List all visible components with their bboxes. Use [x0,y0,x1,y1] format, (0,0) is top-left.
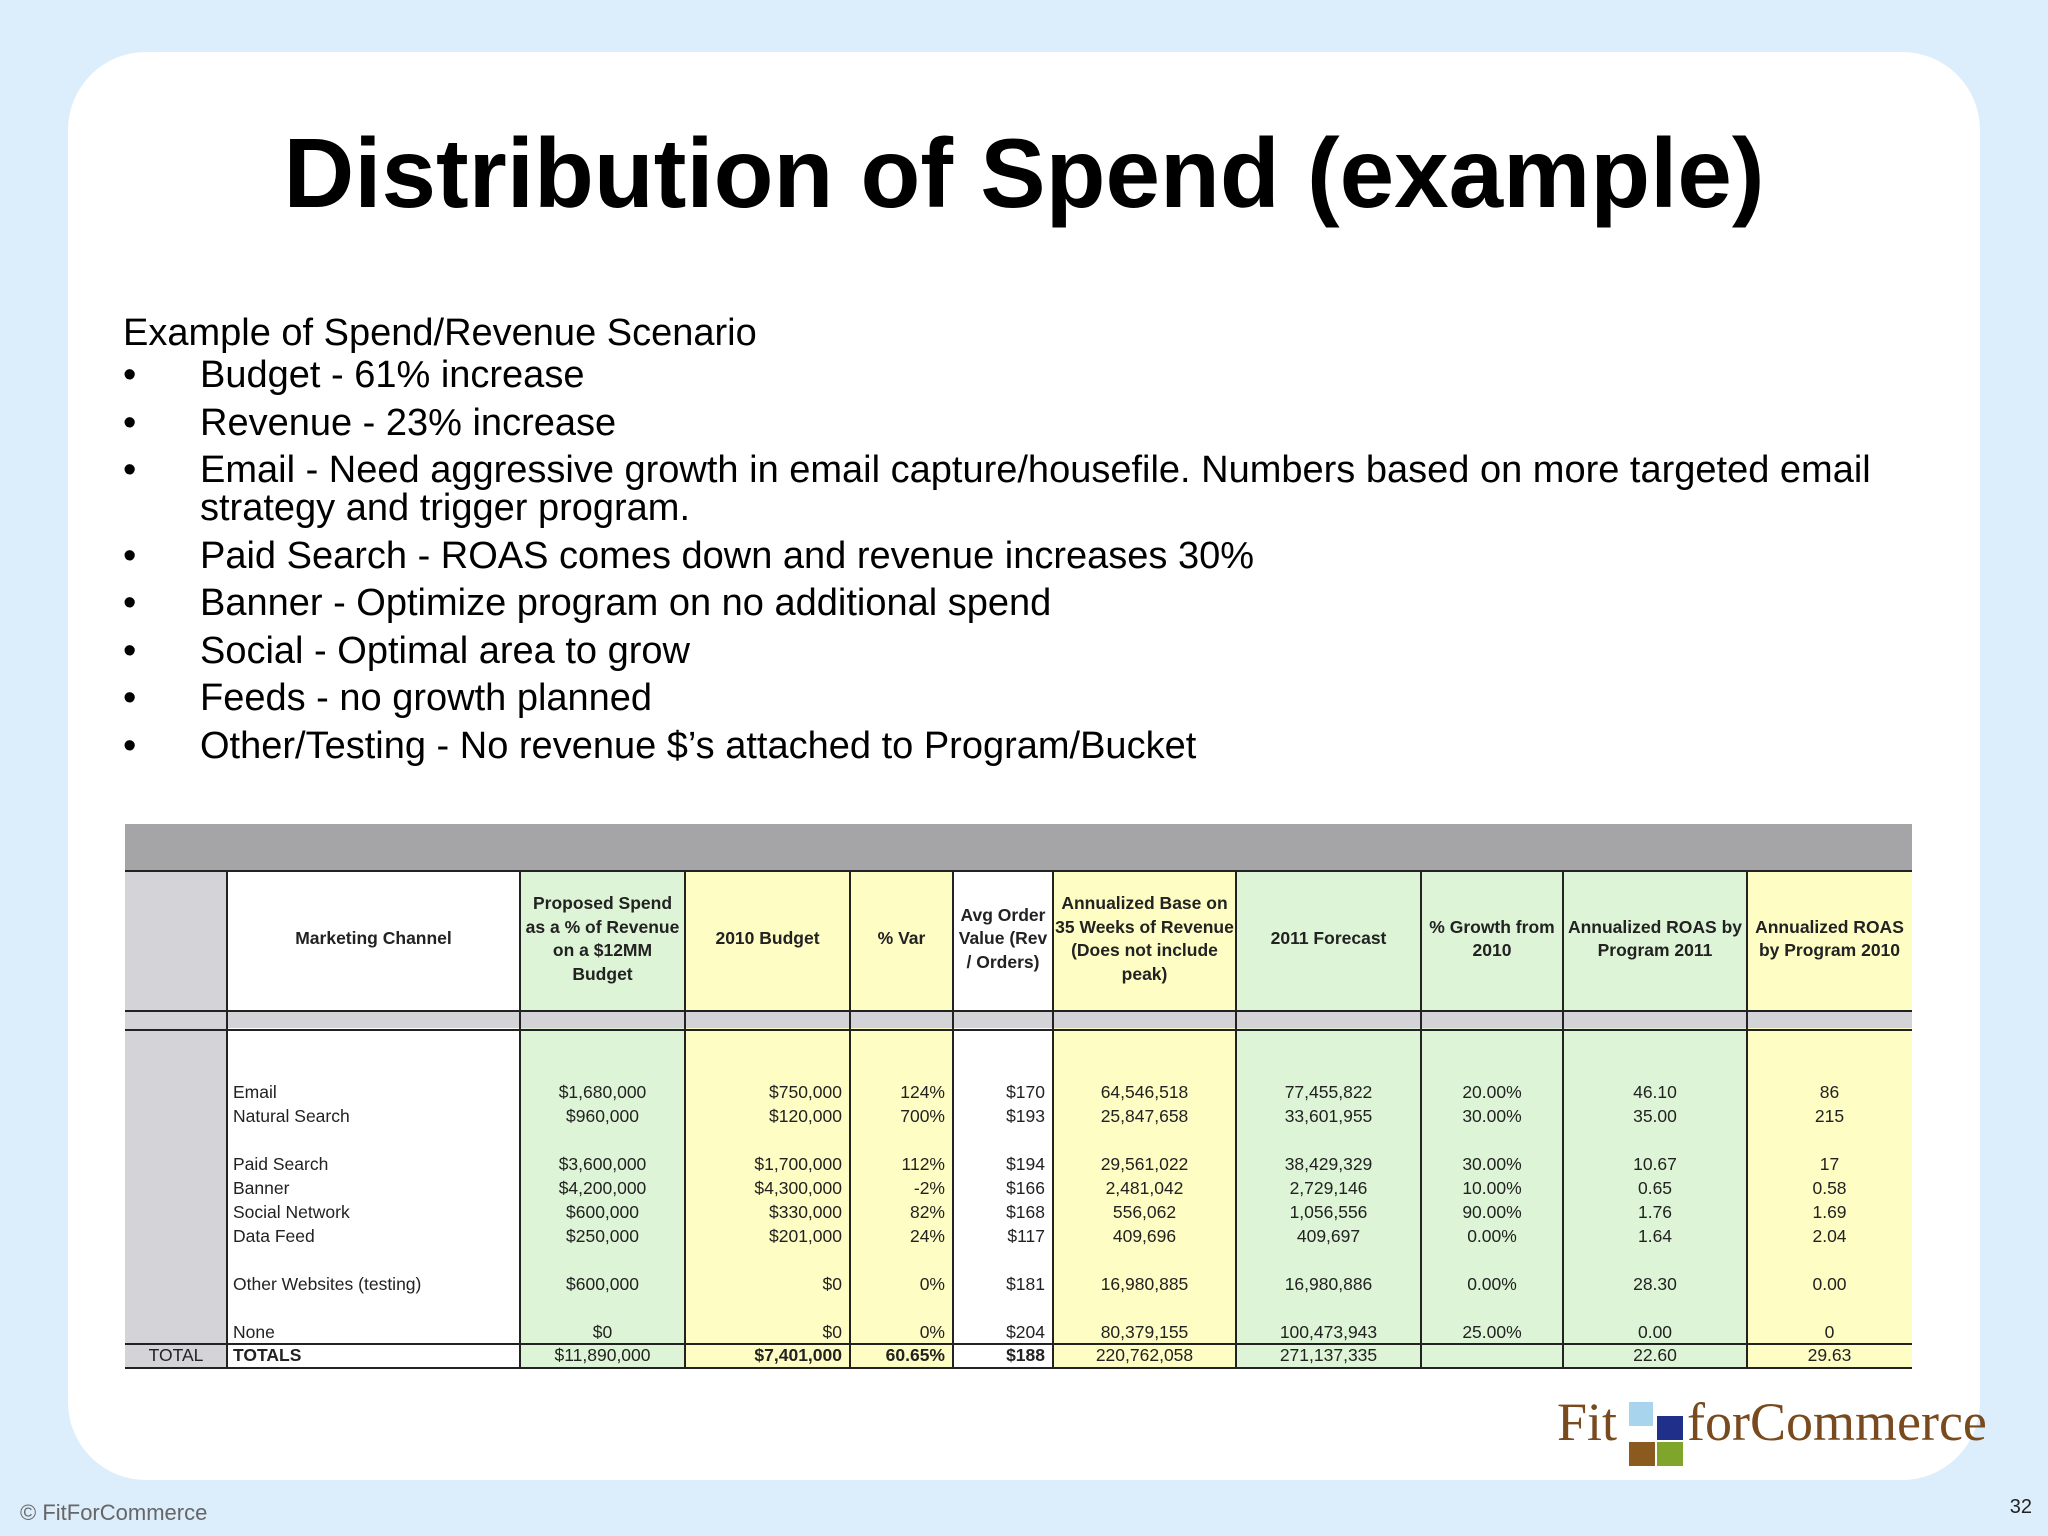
bullet-item [123,401,1883,444]
table-cell: $600,000 [566,1202,639,1222]
table-header-cell: % Var [877,928,926,949]
table-header-cell: Proposed Spend as a % of Revenue on a $12MM Budget [525,893,680,984]
table-cell: $1,700,000 [754,1154,842,1174]
table-cell: 25,847,658 [1100,1106,1189,1126]
table-cell: 1.69 [1812,1202,1847,1222]
table-cell: $4,300,000 [754,1178,842,1198]
table-cell: 112% [901,1154,945,1174]
totals-cell: 220,762,058 [1095,1345,1194,1365]
bullet-list [123,356,1883,774]
table-rule [125,1367,1912,1369]
bullet-marker: • [123,534,137,577]
table-cell: $0 [592,1322,613,1342]
table-col-rule [684,870,686,1367]
channel-name: Email [233,1082,277,1102]
total-label: TOTAL [148,1345,204,1365]
table-cell: $204 [1006,1322,1045,1342]
bullet-item [123,724,1883,767]
table-cell: $750,000 [769,1082,842,1102]
table-col-rule [1052,870,1054,1367]
slide-title: Distribution of Spend (example) [283,118,1765,228]
spend-table [125,824,1912,1369]
table-cell: $0 [822,1274,842,1294]
table-cell: $170 [1006,1082,1045,1102]
table-subheader-band [125,1010,1912,1028]
table-col-rule [952,870,954,1367]
bullet-marker: • [123,354,137,396]
table-label-col-bg [125,1031,227,1343]
table-cell: $120,000 [769,1106,842,1126]
bullet-item [123,679,1883,717]
totals-cell: TOTALS [233,1345,302,1365]
table-header-cell: Avg Order Value (Rev / Orders) [958,904,1048,972]
bullet-item [123,584,1883,622]
table-cell: 556,062 [1112,1202,1177,1222]
totals-cell: 271,137,335 [1279,1345,1378,1365]
table-cell: 25.00% [1462,1322,1522,1342]
bullet-item [123,356,1883,394]
table-cell: 2.04 [1812,1226,1847,1246]
table-cell: 1.76 [1637,1202,1673,1222]
table-header-cell: 2010 Budget [715,928,820,949]
bullet-text: Budget - 61% increase [200,354,585,396]
table-header-cell: Annualized Base on 35 Weeks of Revenue (Does not include peak) [1055,893,1234,984]
table-cell: 0.65 [1637,1178,1673,1198]
channel-name: Banner [233,1178,290,1198]
channel-name: Paid Search [233,1154,329,1174]
table-header-cell: Annualized ROAS by Program 2011 [1567,916,1743,960]
bullet-item [123,534,1883,577]
table-cell: 2,729,146 [1289,1178,1368,1198]
table-cell: 24% [909,1226,945,1246]
totals-cell: 22.60 [1633,1345,1677,1365]
table-cell: 16,980,885 [1100,1274,1189,1294]
table-cell: 0% [919,1322,945,1342]
table-cell: 38,429,329 [1284,1154,1373,1174]
channel-name: None [233,1322,275,1342]
table-header-cell: Marketing Channel [295,928,452,949]
table-cell: 409,697 [1296,1226,1361,1246]
table-cell: 409,696 [1112,1226,1177,1246]
table-cell: $600,000 [566,1274,639,1294]
table-col-rule [1420,870,1422,1367]
table-cell: $117 [1007,1226,1045,1246]
table-cell: $330,000 [769,1202,842,1222]
table-cell: $168 [1006,1202,1045,1222]
bullet-text: Feeds - no growth planned [200,677,653,719]
table-cell: $4,200,000 [558,1178,647,1198]
table-cell: $0 [822,1322,842,1342]
table-col-rule [1746,870,1748,1367]
table-cell: 0.00% [1467,1226,1517,1246]
table-col-rule [1235,870,1237,1367]
table-cell: 1,056,556 [1289,1202,1368,1222]
table-cell: $181 [1006,1274,1045,1294]
table-top-bar [125,824,1912,870]
logo-squares-icon [1625,1400,1687,1468]
bullet-text: Banner - Optimize program on no additional spend [200,582,1052,624]
table-cell: 20.00% [1462,1082,1522,1102]
totals-cell: $188 [1006,1345,1045,1365]
table-cell: 77,455,822 [1284,1082,1373,1102]
table-cell: $166 [1006,1178,1045,1198]
table-cell: 0.00 [1812,1274,1847,1294]
table-cell: 64,546,518 [1100,1082,1189,1102]
bullet-text: Revenue - 23% increase [200,401,617,444]
table-cell: 0.00 [1637,1322,1673,1342]
table-cell: 215 [1814,1106,1845,1126]
table-cell: 16,980,886 [1284,1274,1373,1294]
table-cell: $3,600,000 [558,1154,647,1174]
table-cell: 10.67 [1633,1154,1677,1174]
table-cell: 0 [1824,1322,1835,1342]
table-cell: $250,000 [566,1226,639,1246]
table-rule [125,1343,1912,1345]
bullet-marker: • [123,401,137,444]
table-cell: 10.00% [1462,1178,1522,1198]
table-rule [125,870,1912,872]
totals-cell: $7,401,000 [754,1345,842,1365]
table-header-cell: Annualized ROAS by Program 2010 [1755,916,1904,960]
bullet-item [123,629,1883,672]
table-cell: $194 [1006,1154,1045,1174]
bullet-marker: • [123,449,137,491]
table-cell: 29,561,022 [1100,1154,1189,1174]
table-col-rule [226,870,228,1367]
table-col-rule [1562,870,1564,1367]
table-header-cell: 2011 Forecast [1270,928,1387,949]
table-cell: 0.00% [1467,1274,1517,1294]
table-cell: 0.58 [1812,1178,1847,1198]
table-cell: 1.64 [1637,1226,1673,1246]
totals-cell: 60.65% [885,1345,945,1365]
table-cell: $193 [1006,1106,1045,1126]
totals-cell: 29.63 [1807,1345,1852,1365]
bullet-text: Paid Search - ROAS comes down and revenue increases 30% [200,534,1254,577]
table-rule [125,1029,1912,1031]
table-col-rule [849,870,851,1367]
channel-name: Social Network [233,1202,350,1222]
table-cell: 28.30 [1633,1274,1677,1294]
channel-name: Natural Search [233,1106,350,1126]
table-cell: 0% [919,1274,945,1294]
table-cell: 82% [909,1202,945,1222]
table-cell: 90.00% [1462,1202,1522,1222]
table-cell: 80,379,155 [1100,1322,1189,1342]
bullet-text: Social - Optimal area to grow [200,629,690,672]
channel-name: Data Feed [233,1226,315,1246]
channel-name: Other Websites (testing) [233,1274,422,1294]
table-cell: $1,680,000 [558,1082,647,1102]
table-header-cell: % Growth from 2010 [1429,916,1555,960]
table-cell: 86 [1819,1082,1840,1102]
bullet-text: Email - Need aggressive growth in email capture/housefile. Numbers based on more targeted email strategy and trigger program. [200,449,1871,529]
bullet-text: Other/Testing - No revenue $’s attached to Program/Bucket [200,724,1197,767]
page-number: 32 [2009,1496,2032,1518]
logo-text-fit: Fit [1557,1392,1618,1452]
table-cell: 700% [900,1106,945,1126]
bullet-marker: • [123,629,137,672]
table-cell: 100,473,943 [1279,1322,1378,1342]
bullet-marker: • [123,582,137,624]
table-col-rule [519,870,521,1367]
copyright-text: © FitForCommerce [20,1500,208,1525]
table-cell: 33,601,955 [1284,1106,1373,1126]
totals-cell: $11,890,000 [554,1345,651,1365]
bullet-marker: • [123,724,137,767]
table-cell: 2,481,042 [1105,1178,1184,1198]
table-cell: $960,000 [566,1106,639,1126]
table-cell: 30.00% [1462,1106,1522,1126]
table-cell: 17 [1819,1154,1840,1174]
company-logo [1557,1392,1987,1472]
logo-text-forcommerce: forCommerce [1687,1392,1987,1452]
table-rule [125,1010,1912,1012]
table-cell: 46.10 [1633,1082,1677,1102]
table-cell: -2% [913,1178,945,1198]
intro-text: Example of Spend/Revenue Scenario [123,312,757,354]
table-cell: 124% [900,1082,945,1102]
bullet-item [123,451,1883,527]
table-cell: 35.00 [1633,1106,1677,1126]
table-cell: 30.00% [1462,1154,1522,1174]
bullet-marker: • [123,677,137,719]
table-cell: $201,000 [769,1226,842,1246]
